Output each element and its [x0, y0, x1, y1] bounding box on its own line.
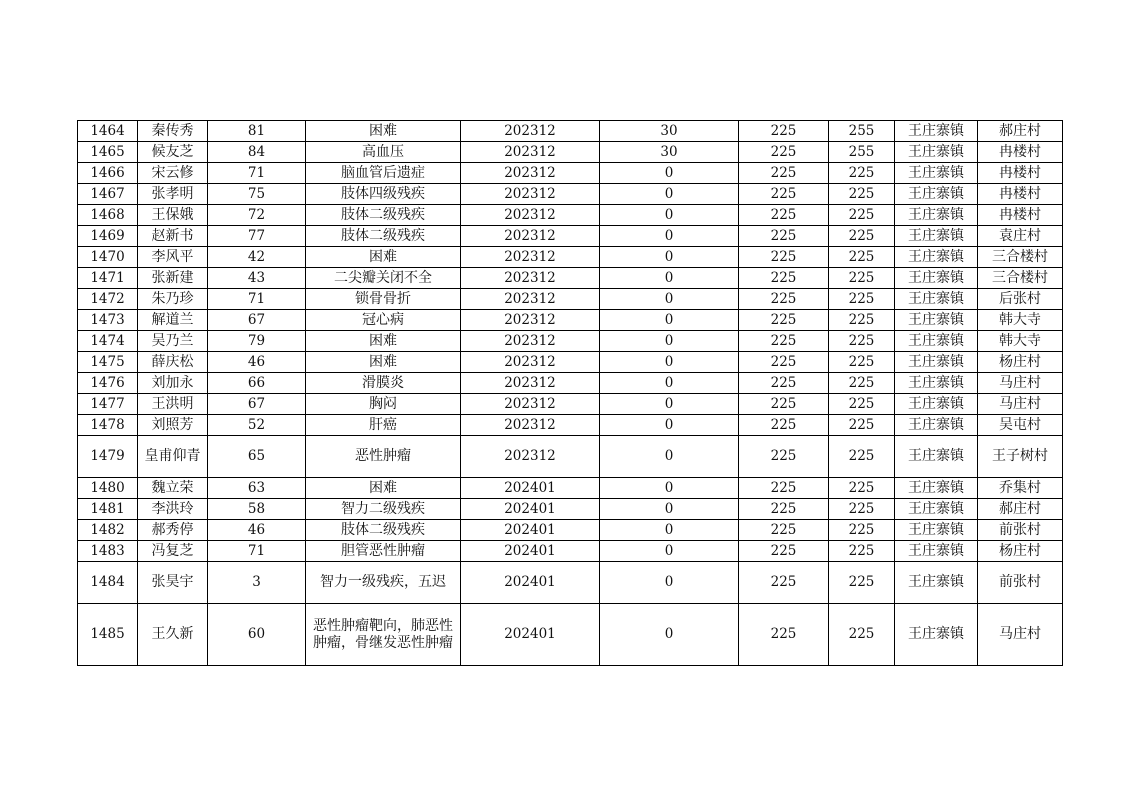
- month-cell: 202312: [461, 352, 600, 373]
- total-amount-cell: 225: [829, 520, 895, 541]
- total-amount-cell: 225: [829, 373, 895, 394]
- extra-amount-cell: 0: [600, 520, 739, 541]
- base-amount-cell: 225: [739, 268, 829, 289]
- extra-amount-cell: 30: [600, 142, 739, 163]
- total-amount-cell: 225: [829, 394, 895, 415]
- row-id-cell: 1471: [78, 268, 138, 289]
- table-row: [78, 163, 1063, 184]
- row-id-cell: 1477: [78, 394, 138, 415]
- name-cell: 赵新书: [138, 226, 208, 247]
- age-cell: 60: [208, 604, 306, 666]
- age-cell: 46: [208, 352, 306, 373]
- base-amount-cell: 225: [739, 394, 829, 415]
- base-amount-cell: 225: [739, 604, 829, 666]
- month-cell: 202312: [461, 394, 600, 415]
- name-cell: 刘照芳: [138, 415, 208, 436]
- extra-amount-cell: 0: [600, 436, 739, 478]
- town-cell: 王庄寨镇: [895, 436, 978, 478]
- month-cell: 202312: [461, 415, 600, 436]
- town-cell: 王庄寨镇: [895, 247, 978, 268]
- village-cell: 袁庄村: [978, 226, 1063, 247]
- age-cell: 75: [208, 184, 306, 205]
- table-row: [78, 604, 1063, 666]
- age-cell: 67: [208, 310, 306, 331]
- village-cell: 前张村: [978, 520, 1063, 541]
- name-cell: 解道兰: [138, 310, 208, 331]
- reason-cell: 锁骨骨折: [306, 289, 461, 310]
- row-id-cell: 1468: [78, 205, 138, 226]
- village-cell: 韩大寺: [978, 331, 1063, 352]
- table-row: [78, 289, 1063, 310]
- reason-cell: 困难: [306, 247, 461, 268]
- village-cell: 杨庄村: [978, 352, 1063, 373]
- row-id-cell: 1478: [78, 415, 138, 436]
- village-cell: 王子树村: [978, 436, 1063, 478]
- base-amount-cell: 225: [739, 289, 829, 310]
- name-cell: 李洪玲: [138, 499, 208, 520]
- name-cell: 张孝明: [138, 184, 208, 205]
- total-amount-cell: 225: [829, 289, 895, 310]
- total-amount-cell: 225: [829, 310, 895, 331]
- village-cell: 后张村: [978, 289, 1063, 310]
- reason-cell: 肢体二级残疾: [306, 520, 461, 541]
- village-cell: 三合楼村: [978, 247, 1063, 268]
- town-cell: 王庄寨镇: [895, 310, 978, 331]
- table-row: [78, 142, 1063, 163]
- town-cell: 王庄寨镇: [895, 268, 978, 289]
- base-amount-cell: 225: [739, 226, 829, 247]
- town-cell: 王庄寨镇: [895, 121, 978, 142]
- table-row: [78, 121, 1063, 142]
- base-amount-cell: 225: [739, 247, 829, 268]
- month-cell: 202401: [461, 499, 600, 520]
- town-cell: 王庄寨镇: [895, 394, 978, 415]
- table-row: [78, 415, 1063, 436]
- row-id-cell: 1466: [78, 163, 138, 184]
- month-cell: 202312: [461, 121, 600, 142]
- total-amount-cell: 225: [829, 331, 895, 352]
- month-cell: 202401: [461, 604, 600, 666]
- town-cell: 王庄寨镇: [895, 226, 978, 247]
- name-cell: 刘加永: [138, 373, 208, 394]
- month-cell: 202312: [461, 247, 600, 268]
- age-cell: 84: [208, 142, 306, 163]
- month-cell: 202312: [461, 289, 600, 310]
- extra-amount-cell: 0: [600, 394, 739, 415]
- extra-amount-cell: 0: [600, 604, 739, 666]
- age-cell: 81: [208, 121, 306, 142]
- village-cell: 马庄村: [978, 373, 1063, 394]
- reason-cell: 困难: [306, 121, 461, 142]
- total-amount-cell: 225: [829, 163, 895, 184]
- age-cell: 66: [208, 373, 306, 394]
- reason-cell: 肢体四级残疾: [306, 184, 461, 205]
- town-cell: 王庄寨镇: [895, 184, 978, 205]
- month-cell: 202401: [461, 520, 600, 541]
- month-cell: 202401: [461, 541, 600, 562]
- row-id-cell: 1474: [78, 331, 138, 352]
- village-cell: 冉楼村: [978, 205, 1063, 226]
- table-row: [78, 352, 1063, 373]
- base-amount-cell: 225: [739, 163, 829, 184]
- village-cell: 杨庄村: [978, 541, 1063, 562]
- row-id-cell: 1484: [78, 562, 138, 604]
- table-row: [78, 226, 1063, 247]
- extra-amount-cell: 0: [600, 184, 739, 205]
- town-cell: 王庄寨镇: [895, 604, 978, 666]
- age-cell: 3: [208, 562, 306, 604]
- town-cell: 王庄寨镇: [895, 562, 978, 604]
- total-amount-cell: 225: [829, 478, 895, 499]
- reason-cell: 二尖瓣关闭不全: [306, 268, 461, 289]
- age-cell: 65: [208, 436, 306, 478]
- month-cell: 202401: [461, 478, 600, 499]
- total-amount-cell: 255: [829, 142, 895, 163]
- total-amount-cell: 225: [829, 226, 895, 247]
- town-cell: 王庄寨镇: [895, 541, 978, 562]
- extra-amount-cell: 0: [600, 247, 739, 268]
- total-amount-cell: 225: [829, 562, 895, 604]
- age-cell: 52: [208, 415, 306, 436]
- row-id-cell: 1464: [78, 121, 138, 142]
- reason-cell: 滑膜炎: [306, 373, 461, 394]
- name-cell: 宋云修: [138, 163, 208, 184]
- row-id-cell: 1483: [78, 541, 138, 562]
- reason-cell: 肢体二级残疾: [306, 226, 461, 247]
- row-id-cell: 1482: [78, 520, 138, 541]
- village-cell: 冉楼村: [978, 142, 1063, 163]
- month-cell: 202312: [461, 373, 600, 394]
- town-cell: 王庄寨镇: [895, 205, 978, 226]
- name-cell: 秦传秀: [138, 121, 208, 142]
- base-amount-cell: 225: [739, 478, 829, 499]
- month-cell: 202312: [461, 184, 600, 205]
- table-body: [78, 121, 1063, 666]
- reason-cell: 肢体二级残疾: [306, 205, 461, 226]
- age-cell: 71: [208, 541, 306, 562]
- name-cell: 冯复芝: [138, 541, 208, 562]
- town-cell: 王庄寨镇: [895, 142, 978, 163]
- reason-cell: 恶性肿瘤: [306, 436, 461, 478]
- row-id-cell: 1480: [78, 478, 138, 499]
- extra-amount-cell: 0: [600, 268, 739, 289]
- total-amount-cell: 225: [829, 268, 895, 289]
- table-row: [78, 184, 1063, 205]
- month-cell: 202312: [461, 310, 600, 331]
- table-row: [78, 331, 1063, 352]
- total-amount-cell: 225: [829, 436, 895, 478]
- row-id-cell: 1479: [78, 436, 138, 478]
- table-row: [78, 520, 1063, 541]
- name-cell: 吴乃兰: [138, 331, 208, 352]
- row-id-cell: 1472: [78, 289, 138, 310]
- base-amount-cell: 225: [739, 373, 829, 394]
- village-cell: 三合楼村: [978, 268, 1063, 289]
- village-cell: 前张村: [978, 562, 1063, 604]
- table-row: [78, 394, 1063, 415]
- town-cell: 王庄寨镇: [895, 520, 978, 541]
- table-row: [78, 478, 1063, 499]
- reason-cell: 困难: [306, 331, 461, 352]
- name-cell: 王洪明: [138, 394, 208, 415]
- base-amount-cell: 225: [739, 415, 829, 436]
- total-amount-cell: 255: [829, 121, 895, 142]
- month-cell: 202312: [461, 142, 600, 163]
- month-cell: 202401: [461, 562, 600, 604]
- row-id-cell: 1475: [78, 352, 138, 373]
- reason-cell: 冠心病: [306, 310, 461, 331]
- extra-amount-cell: 0: [600, 352, 739, 373]
- age-cell: 71: [208, 163, 306, 184]
- reason-cell: 恶性肿瘤靶向，肺恶性肿瘤，骨继发恶性肿瘤: [306, 604, 461, 666]
- extra-amount-cell: 0: [600, 562, 739, 604]
- month-cell: 202312: [461, 205, 600, 226]
- town-cell: 王庄寨镇: [895, 478, 978, 499]
- extra-amount-cell: 0: [600, 226, 739, 247]
- base-amount-cell: 225: [739, 121, 829, 142]
- month-cell: 202312: [461, 163, 600, 184]
- village-cell: 郝庄村: [978, 121, 1063, 142]
- reason-cell: 困难: [306, 352, 461, 373]
- table-row: [78, 310, 1063, 331]
- name-cell: 王保娥: [138, 205, 208, 226]
- extra-amount-cell: 0: [600, 373, 739, 394]
- extra-amount-cell: 0: [600, 205, 739, 226]
- age-cell: 67: [208, 394, 306, 415]
- reason-cell: 胆管恶性肿瘤: [306, 541, 461, 562]
- row-id-cell: 1470: [78, 247, 138, 268]
- town-cell: 王庄寨镇: [895, 415, 978, 436]
- row-id-cell: 1473: [78, 310, 138, 331]
- name-cell: 郝秀停: [138, 520, 208, 541]
- extra-amount-cell: 0: [600, 289, 739, 310]
- total-amount-cell: 225: [829, 415, 895, 436]
- age-cell: 42: [208, 247, 306, 268]
- extra-amount-cell: 0: [600, 415, 739, 436]
- records-table: [77, 120, 1063, 666]
- town-cell: 王庄寨镇: [895, 352, 978, 373]
- village-cell: 乔集村: [978, 478, 1063, 499]
- age-cell: 77: [208, 226, 306, 247]
- reason-cell: 困难: [306, 478, 461, 499]
- town-cell: 王庄寨镇: [895, 499, 978, 520]
- total-amount-cell: 225: [829, 205, 895, 226]
- row-id-cell: 1481: [78, 499, 138, 520]
- village-cell: 冉楼村: [978, 163, 1063, 184]
- base-amount-cell: 225: [739, 499, 829, 520]
- base-amount-cell: 225: [739, 541, 829, 562]
- table-row: [78, 562, 1063, 604]
- name-cell: 朱乃珍: [138, 289, 208, 310]
- total-amount-cell: 225: [829, 247, 895, 268]
- row-id-cell: 1476: [78, 373, 138, 394]
- base-amount-cell: 225: [739, 520, 829, 541]
- age-cell: 43: [208, 268, 306, 289]
- name-cell: 薛庆松: [138, 352, 208, 373]
- base-amount-cell: 225: [739, 352, 829, 373]
- month-cell: 202312: [461, 331, 600, 352]
- town-cell: 王庄寨镇: [895, 331, 978, 352]
- village-cell: 吴屯村: [978, 415, 1063, 436]
- table-row: [78, 541, 1063, 562]
- age-cell: 71: [208, 289, 306, 310]
- reason-cell: 脑血管后遗症: [306, 163, 461, 184]
- extra-amount-cell: 0: [600, 499, 739, 520]
- age-cell: 46: [208, 520, 306, 541]
- base-amount-cell: 225: [739, 331, 829, 352]
- village-cell: 韩大寺: [978, 310, 1063, 331]
- age-cell: 79: [208, 331, 306, 352]
- total-amount-cell: 225: [829, 499, 895, 520]
- reason-cell: 高血压: [306, 142, 461, 163]
- base-amount-cell: 225: [739, 184, 829, 205]
- table-row: [78, 499, 1063, 520]
- base-amount-cell: 225: [739, 142, 829, 163]
- name-cell: 张昊宇: [138, 562, 208, 604]
- row-id-cell: 1469: [78, 226, 138, 247]
- total-amount-cell: 225: [829, 352, 895, 373]
- reason-cell: 胸闷: [306, 394, 461, 415]
- age-cell: 63: [208, 478, 306, 499]
- month-cell: 202312: [461, 268, 600, 289]
- row-id-cell: 1467: [78, 184, 138, 205]
- extra-amount-cell: 30: [600, 121, 739, 142]
- extra-amount-cell: 0: [600, 331, 739, 352]
- row-id-cell: 1465: [78, 142, 138, 163]
- village-cell: 马庄村: [978, 394, 1063, 415]
- reason-cell: 肝癌: [306, 415, 461, 436]
- month-cell: 202312: [461, 436, 600, 478]
- total-amount-cell: 225: [829, 541, 895, 562]
- town-cell: 王庄寨镇: [895, 163, 978, 184]
- name-cell: 候友芝: [138, 142, 208, 163]
- extra-amount-cell: 0: [600, 310, 739, 331]
- base-amount-cell: 225: [739, 562, 829, 604]
- base-amount-cell: 225: [739, 436, 829, 478]
- name-cell: 王久新: [138, 604, 208, 666]
- village-cell: 郝庄村: [978, 499, 1063, 520]
- extra-amount-cell: 0: [600, 478, 739, 499]
- base-amount-cell: 225: [739, 205, 829, 226]
- name-cell: 张新建: [138, 268, 208, 289]
- table-row: [78, 247, 1063, 268]
- town-cell: 王庄寨镇: [895, 373, 978, 394]
- reason-cell: 智力二级残疾: [306, 499, 461, 520]
- base-amount-cell: 225: [739, 310, 829, 331]
- name-cell: 李风平: [138, 247, 208, 268]
- table-row: [78, 268, 1063, 289]
- village-cell: 马庄村: [978, 604, 1063, 666]
- age-cell: 58: [208, 499, 306, 520]
- table-row: [78, 373, 1063, 394]
- name-cell: 魏立荣: [138, 478, 208, 499]
- extra-amount-cell: 0: [600, 541, 739, 562]
- name-cell: 皇甫仰青: [138, 436, 208, 478]
- reason-cell: 智力一级残疾，五迟: [306, 562, 461, 604]
- month-cell: 202312: [461, 226, 600, 247]
- town-cell: 王庄寨镇: [895, 289, 978, 310]
- table-row: [78, 205, 1063, 226]
- table-row: [78, 436, 1063, 478]
- total-amount-cell: 225: [829, 604, 895, 666]
- row-id-cell: 1485: [78, 604, 138, 666]
- village-cell: 冉楼村: [978, 184, 1063, 205]
- total-amount-cell: 225: [829, 184, 895, 205]
- age-cell: 72: [208, 205, 306, 226]
- extra-amount-cell: 0: [600, 163, 739, 184]
